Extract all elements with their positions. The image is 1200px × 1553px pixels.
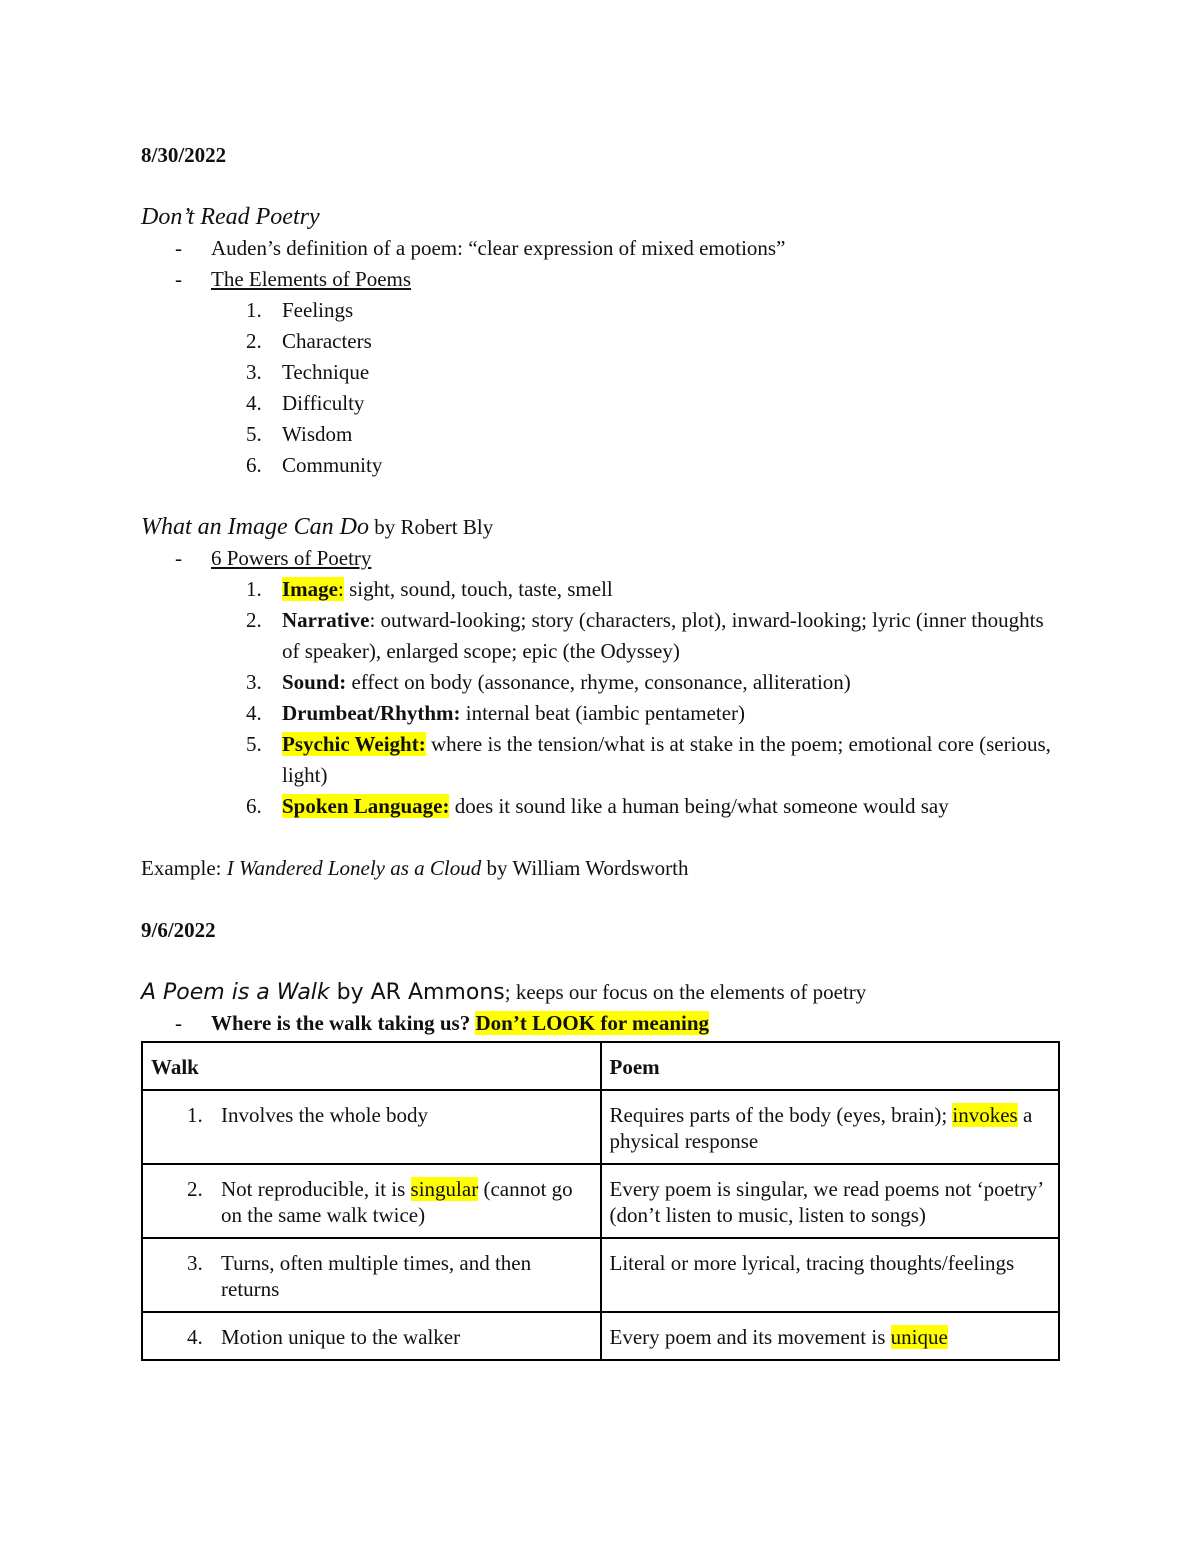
list-item: 6. Community bbox=[246, 453, 383, 477]
document-page bbox=[141, 140, 1061, 1361]
list-item: 4. Difficulty bbox=[246, 391, 365, 415]
bullet-list bbox=[141, 543, 1061, 574]
list-item: 4. Drumbeat/Rhythm: internal beat (iambic pentameter) bbox=[246, 701, 746, 725]
example-line: Example: I Wandered Lonely as a Cloud by William Wordsworth bbox=[141, 856, 689, 880]
list-item bbox=[141, 264, 1061, 295]
poem-cell: Every poem is singular, we read poems not ‘poetry’ (don’t listen to music, listen to songs) bbox=[601, 1164, 1060, 1238]
section-title: A Poem is a Walk by AR Ammons; keeps our focus on the elements of poetry bbox=[141, 980, 867, 1005]
list-item bbox=[141, 543, 1061, 574]
walk-poem-table bbox=[141, 1041, 1060, 1361]
list-item: 6. Spoken Language: does it sound like a human being/what someone would say bbox=[246, 794, 949, 818]
walk-cell: 1. Involves the whole body bbox=[142, 1090, 601, 1164]
list-item: 5. Psychic Weight: where is the tension/what is at stake in the poem; emotional core (serious, light) bbox=[246, 732, 1051, 787]
list-item: 5. Wisdom bbox=[246, 422, 353, 446]
walk-cell: 4. Motion unique to the walker bbox=[142, 1312, 601, 1360]
poem-cell: Requires parts of the body (eyes, brain); invokes a physical response bbox=[601, 1090, 1060, 1164]
poem-cell: Literal or more lyrical, tracing thoughts/feelings bbox=[601, 1238, 1060, 1312]
column-header: Poem bbox=[601, 1042, 1060, 1090]
highlighted-instruction: Don’t LOOK for meaning bbox=[475, 1011, 710, 1035]
section-title: What an Image Can Do by Robert Bly bbox=[141, 514, 494, 540]
date-heading: 8/30/2022 bbox=[141, 143, 227, 167]
table-row bbox=[142, 1090, 1059, 1164]
elements-list bbox=[141, 295, 1061, 481]
walk-cell: 3. Turns, often multiple times, and then returns bbox=[142, 1238, 601, 1312]
walk-cell: 2. Not reproducible, it is singular (cannot go on the same walk twice) bbox=[142, 1164, 601, 1238]
powers-heading: 6 Powers of Poetry bbox=[211, 546, 372, 570]
table-row bbox=[142, 1238, 1059, 1312]
list-item: 1. Feelings bbox=[246, 298, 354, 322]
list-item: 2. Characters bbox=[246, 329, 372, 353]
list-item: 1. Image: sight, sound, touch, taste, smell bbox=[246, 577, 613, 601]
list-item: 3. Technique bbox=[246, 360, 370, 384]
elements-heading: The Elements of Poems bbox=[211, 267, 412, 291]
date-heading: 9/6/2022 bbox=[141, 918, 216, 942]
bullet-list bbox=[141, 1008, 1061, 1039]
section-title: Don’t Read Poetry bbox=[141, 204, 320, 230]
table-header-row bbox=[142, 1042, 1059, 1090]
column-header: Walk bbox=[142, 1042, 601, 1090]
list-item: - Where is the walk taking us? Don’t LOOK for meaning bbox=[141, 1008, 1061, 1039]
table-row bbox=[142, 1312, 1059, 1360]
powers-list bbox=[141, 574, 1061, 822]
list-item: - Auden’s definition of a poem: “clear expression of mixed emotions” bbox=[141, 233, 1061, 264]
list-item: 3. Sound: effect on body (assonance, rhyme, consonance, alliteration) bbox=[246, 670, 851, 694]
poem-cell: Every poem and its movement is unique bbox=[601, 1312, 1060, 1360]
bullet-list bbox=[141, 233, 1061, 295]
list-item: 2. Narrative: outward-looking; story (characters, plot), inward-looking; lyric (inner thoughts of speaker), enlarged scope; epic (the Odyssey) bbox=[246, 608, 1044, 663]
table-row bbox=[142, 1164, 1059, 1238]
